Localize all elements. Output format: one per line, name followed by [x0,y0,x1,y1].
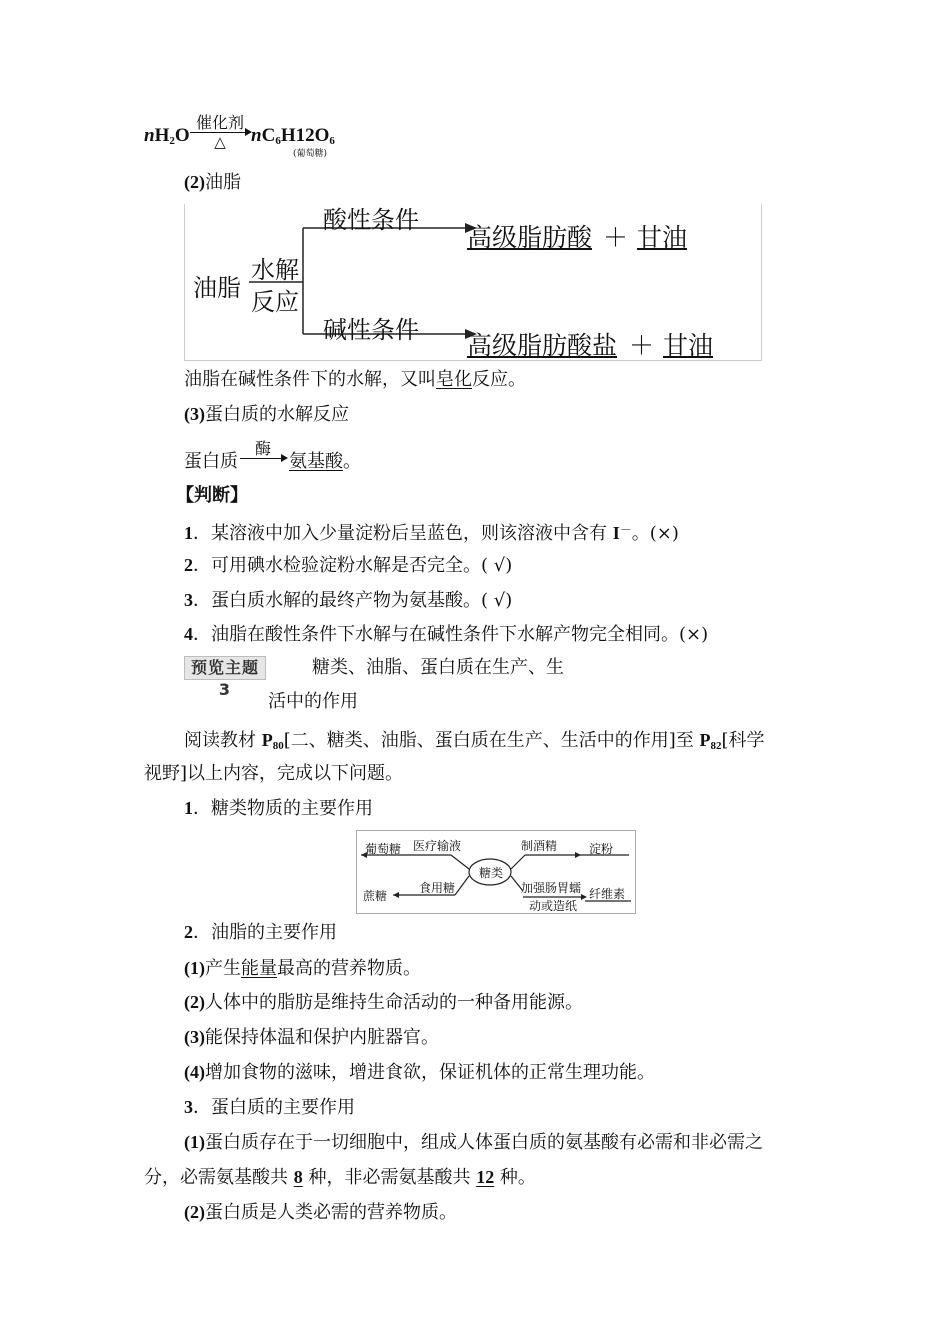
product-note-text: 葡萄糖 [296,149,324,159]
judge-text: ．可用碘水检验淀粉水解是否完全。( √) [193,555,513,576]
judge-num: 3 [184,590,193,610]
acid-plus: ＋ [603,223,629,252]
protein-eq-right [289,450,361,474]
glucose-equation [144,124,190,153]
protein-eq-left: 蛋白质 [184,451,238,472]
fat-item-pre: 产生 [205,958,241,979]
oil-heading-text: 油脂 [205,172,241,193]
enzyme-arrow [240,440,286,459]
hydrolysis-label: 水解 [251,256,299,284]
sugar-heading [184,796,373,821]
judge-text: ．油脂在酸性条件下水解与在碱性条件下水解产物完全相同。(×) [193,624,709,645]
eq-coefficient: n [144,125,155,146]
reading-line2: 视野]以上内容，完成以下问题。 [144,763,404,784]
protein-p1-post: 种。 [494,1167,536,1188]
protein-p2-text: 蛋白质是人类必需的营养物质。 [205,1202,457,1223]
saponification-term: 皂化 [436,369,472,390]
fat-item-text: 能保持体温和保护内脏器官。 [205,1027,439,1048]
energy-term: 能量 [241,958,277,979]
sugar-food: 食用糖 [419,881,456,895]
fat-role-item-3 [184,1025,439,1050]
protein-hydrolysis-heading [184,402,349,427]
sugar-center: 糖类 [479,866,504,880]
base-product-glycerol: 甘油 [663,331,714,360]
product-note: (葡萄糖) [293,149,328,159]
sugar-cellulose: 纤维素 [589,887,626,901]
judge-num: 1 [184,523,193,543]
sugar-starch: 淀粉 [589,842,614,856]
eq-h: H [154,125,170,146]
nonessential-count: 12 [476,1167,495,1187]
protein-role-p1-line1 [184,1130,763,1155]
acid-product-fatty-acid: 高级脂肪酸 [467,223,593,252]
fat-item-text: 人体中的脂肪是维持生命活动的一种备用能源。 [205,992,583,1013]
protein-role-heading [184,1095,355,1120]
fat-item-text: 增加食物的滋味，增进食欲，保证机体的正常生理功能。 [205,1062,655,1083]
oil-diagram-label: 油脂 [193,274,241,302]
protein-p1-text: 蛋白质存在于一切细胞中，组成人体蛋白质的氨基酸有必需和非必需之 [205,1132,763,1153]
protein-p2-num: (2) [184,1202,205,1222]
base-plus: ＋ [629,331,655,360]
enzyme-label: 酶 [254,439,271,458]
reading-instruction [184,728,765,758]
protein-role-p1-line2 [144,1165,536,1190]
sugar-peristalsis-2: 动或造纸 [529,899,578,913]
judge-title: 【判断】 [176,485,248,506]
fat-heading-text: ．油脂的主要作用 [193,922,337,943]
reaction-label: 反应 [251,288,299,316]
protein-role-p2 [184,1200,457,1225]
sugar-sucrose: 蔗糖 [363,889,388,903]
sugar-uses-diagram [356,830,636,914]
fat-item-num: (2) [184,992,205,1012]
oil-hydrolysis-diagram [184,204,762,361]
judge-item-1 [184,518,679,546]
page-82: 82 [710,740,722,752]
topic-title-line2: 活中的作用 [268,691,358,712]
protein-heading-num: (3) [184,404,205,424]
judge-num: 2 [184,555,193,575]
product-formula: H12O [280,125,330,146]
oil-heading-num: (2) [184,172,205,192]
product-sub6: 6 [275,135,281,147]
reading-pre: 阅读教材 [184,730,262,751]
judge-text: ．某溶液中加入少量淀粉后呈蓝色，则该溶液中含有 [193,523,613,544]
product-c: C [261,125,276,146]
fat-role-item-2 [184,990,583,1015]
protein-p1-mid: 种，非必需氨基酸共 [302,1167,477,1188]
saponification-post: 反应。 [472,369,526,390]
base-condition: 碱性条件 [323,316,419,344]
heat-symbol: △ [214,133,226,151]
sugar-medical-infusion: 医疗输液 [413,839,462,853]
page-80: 80 [272,740,284,752]
page-p2: P [699,730,711,750]
protein-role-num: 3 [184,1097,193,1117]
judge-num: 4 [184,624,193,644]
sugar-alcohol: 制酒精 [521,839,558,853]
oil-heading [184,170,241,195]
eq-end: 。 [343,451,361,472]
iodide-symbol: I [612,523,620,543]
fat-role-heading [184,920,337,945]
sugar-heading-num: 1 [184,798,193,818]
sugar-peristalsis-1: 加强肠胃蠕 [521,881,582,895]
saponification-pre: 油脂在碱性条件下的水解，又叫 [184,369,436,390]
fat-item-post: 最高的营养物质。 [277,958,421,979]
judge-mark: 。(×) [631,523,679,544]
saponification-note [184,368,526,392]
base-product-salt: 高级脂肪酸盐 [467,331,618,360]
eq-o: O [174,125,190,146]
judge-item-4 [184,622,708,647]
sugar-glucose: 葡萄糖 [365,842,402,856]
catalyst-label: 催化剂 [195,113,244,132]
iodide-charge: － [619,523,632,537]
amino-acid-term: 氨基酸 [289,451,343,472]
protein-p1-pre: 分，必需氨基酸共 [144,1167,294,1188]
sugar-heading-text: ．糖类物质的主要作用 [193,798,373,819]
acid-condition: 酸性条件 [323,206,419,234]
reading-mid: [二、糖类、油脂、蛋白质在生产、生活中的作用]至 [283,730,700,751]
eq-sub2: 2 [169,135,175,147]
topic-title-line1: 糖类、油脂、蛋白质在生产、生 [312,657,564,678]
fat-heading-num: 2 [184,922,193,942]
catalyst-arrow [190,114,250,151]
fat-role-item-1 [184,956,421,981]
essential-count: 8 [293,1167,303,1187]
page-p: P [261,730,273,750]
topic-tag: 预览主题3 [184,656,266,680]
reading-post: [科学 [721,730,765,751]
protein-role-text: ．蛋白质的主要作用 [193,1097,355,1118]
judge-item-3 [184,588,512,613]
acid-product-glycerol: 甘油 [637,223,688,252]
fat-item-num: (4) [184,1062,205,1082]
product-coefficient: n [251,125,262,146]
judge-text: ．蛋白质水解的最终产物为氨基酸。( √) [193,590,513,611]
judge-item-2 [184,553,512,578]
product-sub6b: 6 [329,135,335,147]
fat-role-item-4 [184,1060,655,1085]
fat-item-num: (1) [184,958,205,978]
protein-p1-num: (1) [184,1132,205,1152]
protein-heading-text: 蛋白质的水解反应 [205,404,349,425]
fat-item-num: (3) [184,1027,205,1047]
